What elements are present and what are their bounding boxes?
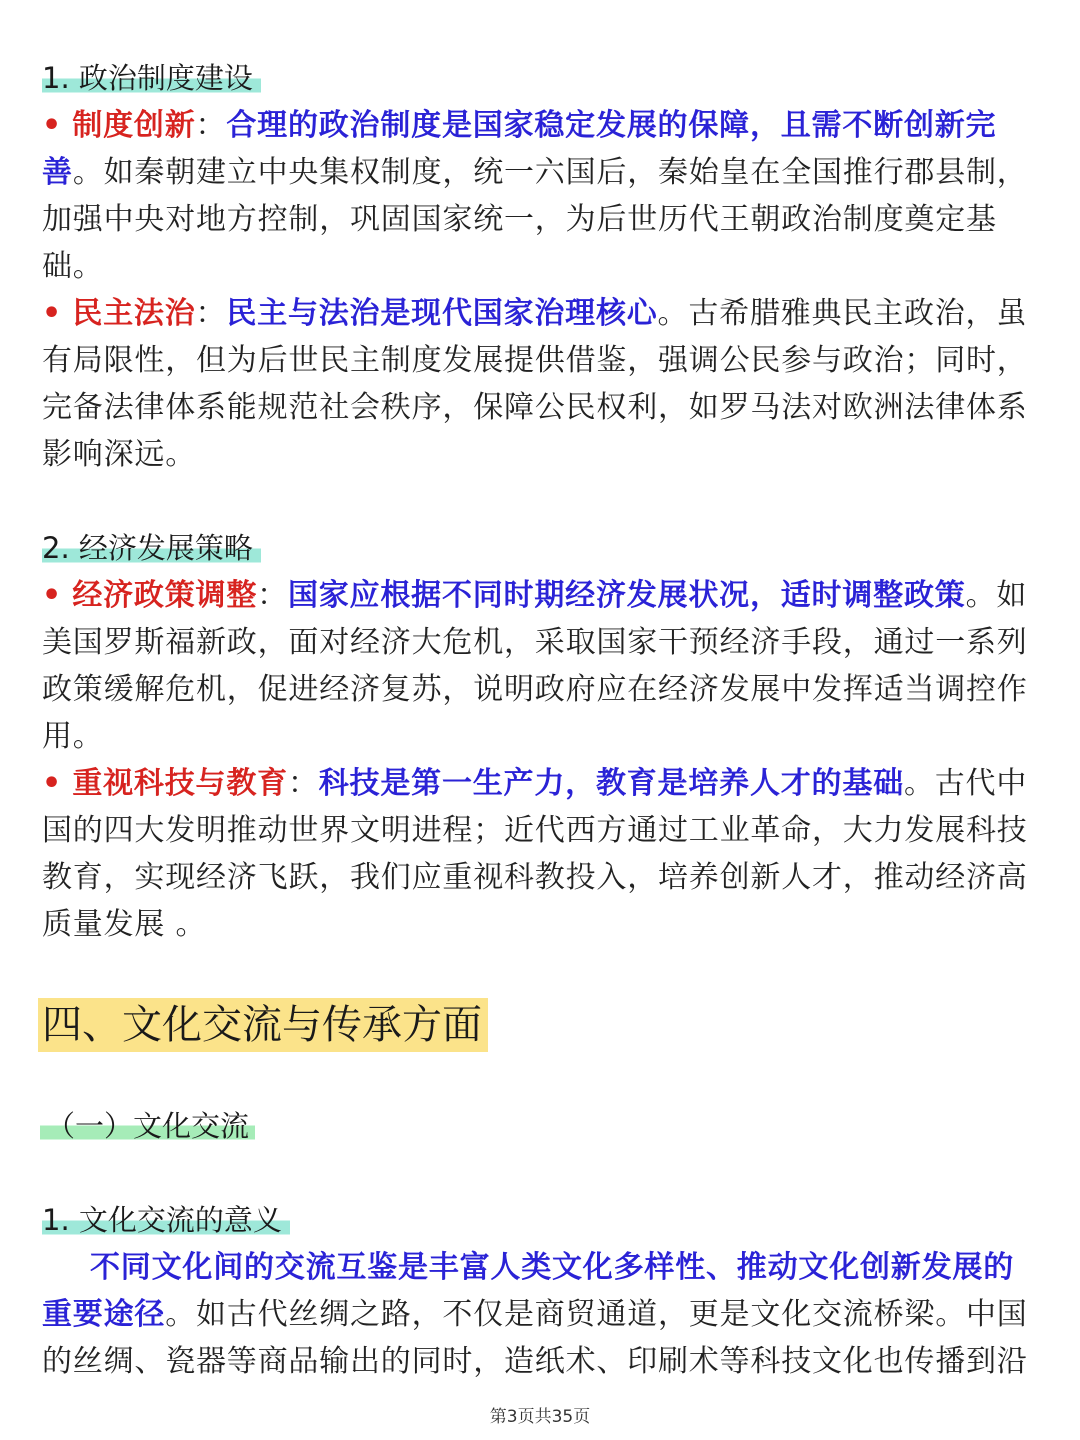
paragraph-exchange-meaning — [42, 1244, 1042, 1385]
term-label: 制度创新 — [72, 108, 196, 143]
page-number: 第3页共35页 — [489, 1407, 591, 1427]
term-colon: ： — [195, 296, 227, 331]
section-heading-political — [42, 60, 261, 96]
bullet-icon: • — [42, 578, 62, 613]
heading-text: 2. 经济发展策略 — [42, 531, 261, 565]
body-text: 。如古代丝绸之路，不仅是商贸通道，更是文化交流桥梁。中国的丝绸、瓷器等商品输出的同时，造纸术、印刷术等科技文化也传播到沿 — [42, 1297, 1028, 1379]
heading-text: 1. 文化交流的意义 — [42, 1203, 290, 1237]
subheading-cultural-exchange — [40, 1108, 255, 1144]
section-heading-meaning — [42, 1202, 290, 1238]
body-text: 。古希腊雅典民主政治，虽有局限性，但为后世民主制度发展提供借鉴，强调公民参与政治；同时，完备法律体系能规范社会秩序，保障公民权利，如罗马法对欧洲法律体系影响深远。 — [42, 296, 1028, 472]
body-text: 。古代中国的四大发明推动世界文明进程；近代西方通过工业革命，大力发展科技教育，实现经济飞跃，我们应重视科教投入，培养创新人才，推动经济高质量发展 。 — [42, 766, 1028, 942]
heading-text: 1. 政治制度建设 — [42, 61, 261, 95]
paragraph-science-education — [42, 760, 1042, 948]
paragraph-economic-policy — [42, 572, 1042, 760]
term-colon: ： — [257, 578, 288, 613]
term-label: 民主法治 — [72, 296, 196, 331]
key-point: 合理的政治制度是国家稳定发展的保障，且需不断创新完善 — [42, 108, 997, 190]
key-point: 国家应根据不同时期经济发展状况，适时调整政策 — [287, 578, 966, 613]
term-label: 经济政策调整 — [72, 578, 258, 613]
body-text: 。如美国罗斯福新政，面对经济大危机，采取国家干预经济手段，通过一系列政策缓解危机，促进经济复苏，说明政府应在经济发展中发挥适当调控作用。 — [42, 578, 1028, 754]
bullet-icon: • — [42, 108, 62, 143]
key-point: 民主与法治是现代国家治理核心 — [226, 296, 658, 331]
section-heading-economic — [42, 530, 261, 566]
body-text: 。如秦朝建立中央集权制度，统一六国后，秦始皇在全国推行郡县制，加强中央对地方控制，巩固国家统一，为后世历代王朝政治制度奠定基础。 — [42, 155, 1028, 284]
bullet-icon: • — [42, 766, 62, 801]
bullet-icon: • — [42, 296, 62, 331]
term-colon: ： — [287, 766, 319, 801]
key-point: 不同文化间的交流互鉴是丰富人类文化多样性、推动文化创新发展的重要途径 — [42, 1250, 1014, 1332]
paragraph-institution-innovation — [42, 102, 1042, 290]
term-label: 重视科技与教育 — [72, 766, 288, 801]
key-point: 科技是第一生产力，教育是培养人才的基础 — [318, 766, 904, 801]
term-colon: ： — [195, 108, 227, 143]
part-heading-culture: 四、文化交流与传承方面 — [38, 998, 488, 1052]
subheading-text: （一）文化交流 — [40, 1109, 255, 1143]
paragraph-democracy-rule-of-law — [42, 290, 1042, 478]
